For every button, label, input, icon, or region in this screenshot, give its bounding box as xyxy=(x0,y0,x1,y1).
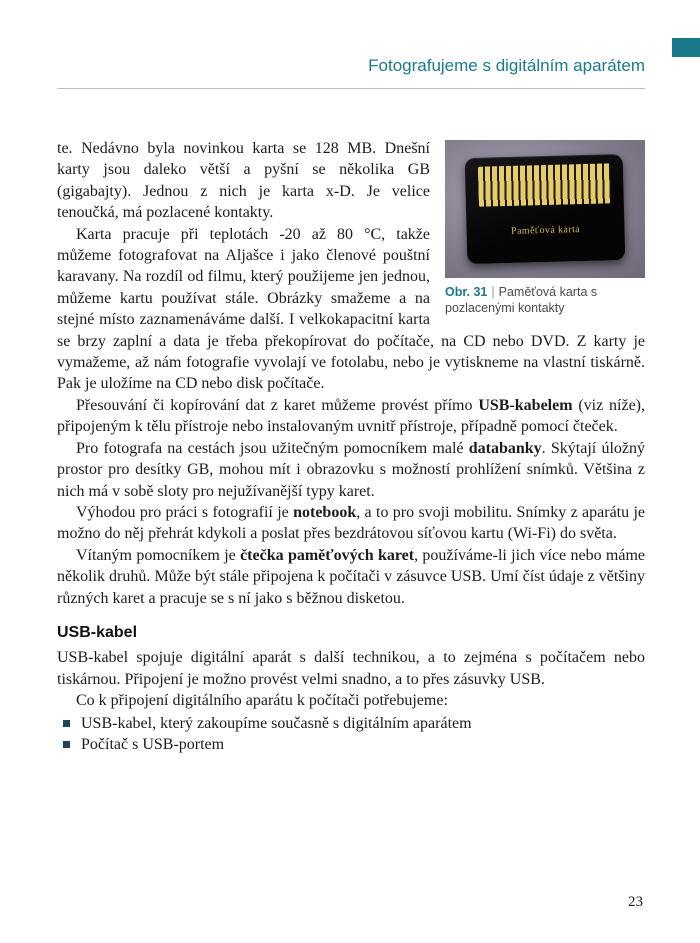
page-edge-tab xyxy=(672,38,700,57)
page-number: 23 xyxy=(628,894,643,910)
memory-card-photo xyxy=(445,140,645,278)
gold-contacts xyxy=(478,163,611,206)
paragraph-usb-requirements-intro: Co k připojení digitálního aparátu k počítači potřebujeme: xyxy=(76,692,448,710)
paragraph-card-intro: te. Nedávno byla novinkou karta se 128 MB. Dnešní karty jsou daleko větší a pyšní se několika GB (gigabajty). Jednou z nich je karta x-D. Je velice tenoučká, má pozlacené kontakty. xyxy=(57,140,430,222)
running-head-title: Fotografujeme s digitálním aparátem xyxy=(368,56,645,75)
memory-card xyxy=(465,154,626,264)
paragraph-usb-cable-mention: Přesouvání či kopírování dat z karet můžeme provést přímo USB-kabelem (viz níže), připojeným k tělu přístroje nebo instalovaným uvnitř přístroje, případně pomocí čteček. xyxy=(57,396,645,436)
paragraph-databanks: Pro fotografa na cestách jsou užitečným pomocníkem malé databanky. Skýtají úložný prostor pro desítky GB, mohou mít i obrazovku s možností prohlížení snímků. Většina z nich má v sobě sloty pro nejužívanější typy karet. xyxy=(57,439,645,500)
list-item-text: Počítač s USB-portem xyxy=(81,735,225,753)
memory-card-label: Paměťová karta xyxy=(510,224,581,237)
list-item-text: USB-kabel, který zakoupíme současně s digitálním aparátem xyxy=(81,714,472,732)
bullet-square-icon xyxy=(63,720,70,727)
figure-caption xyxy=(445,284,645,316)
paragraph-card-usage: Karta pracuje při teplotách -20 až 80 °C, takže můžeme fotografovat na Aljašce i jako členové pouštní karavany. Na rozdíl od filmu, který použijeme jen jednou, můžeme kartu používat stále. Obrázky smažeme a na stejné místo zaznamenáváme další. I velkokapacitní karta se brzy zaplní a data je třeba překopírovat do počítače, na CD nebo DVD. Z karty je vymažeme, až nám fotografie vyvolají ve fotolabu, nebo je vytiskneme na vlastní tiskárně. Pak je uložíme na CD nebo disk počítače. xyxy=(57,225,645,393)
figure-caption-separator: | xyxy=(491,285,495,299)
requirements-list xyxy=(57,713,645,756)
paragraph-usb-description: USB-kabel spojuje digitální aparát s další technikou, a to zejména s počítačem nebo tiskárnou. Připojení je možno provést velmi snadno, a to přes zásuvky USB. xyxy=(57,649,645,688)
section-heading-usb-kabel: USB-kabel xyxy=(57,623,138,641)
list-item xyxy=(57,734,645,755)
figure-caption-text: Paměťová karta s pozlacenými kontakty xyxy=(445,285,598,315)
paragraph-card-reader: Vítaným pomocníkem je čtečka paměťových karet, používáme-li jich více nebo máme několik druhů. Může být stále připojena k počítači v zásuvce USB. Umí číst údaje z většiny různých karet a pracuje se s ní jako s běžnou disketou. xyxy=(57,546,646,607)
page-header xyxy=(57,0,645,89)
paragraph-notebook: Výhodou pro práci s fotografií je notebook, a to pro svoji mobilitu. Snímky z aparátu je možno do něj přehrát kdykoli a poslat přes bezdrátovou síťovou kartu (Wi-Fi) do světa. xyxy=(57,503,646,543)
figure-memory-card xyxy=(445,140,645,316)
header-divider xyxy=(57,88,645,89)
list-item xyxy=(57,713,645,734)
body-text-column xyxy=(57,138,645,755)
figure-caption-number: Obr. 31 xyxy=(445,285,488,299)
bullet-square-icon xyxy=(63,741,70,748)
